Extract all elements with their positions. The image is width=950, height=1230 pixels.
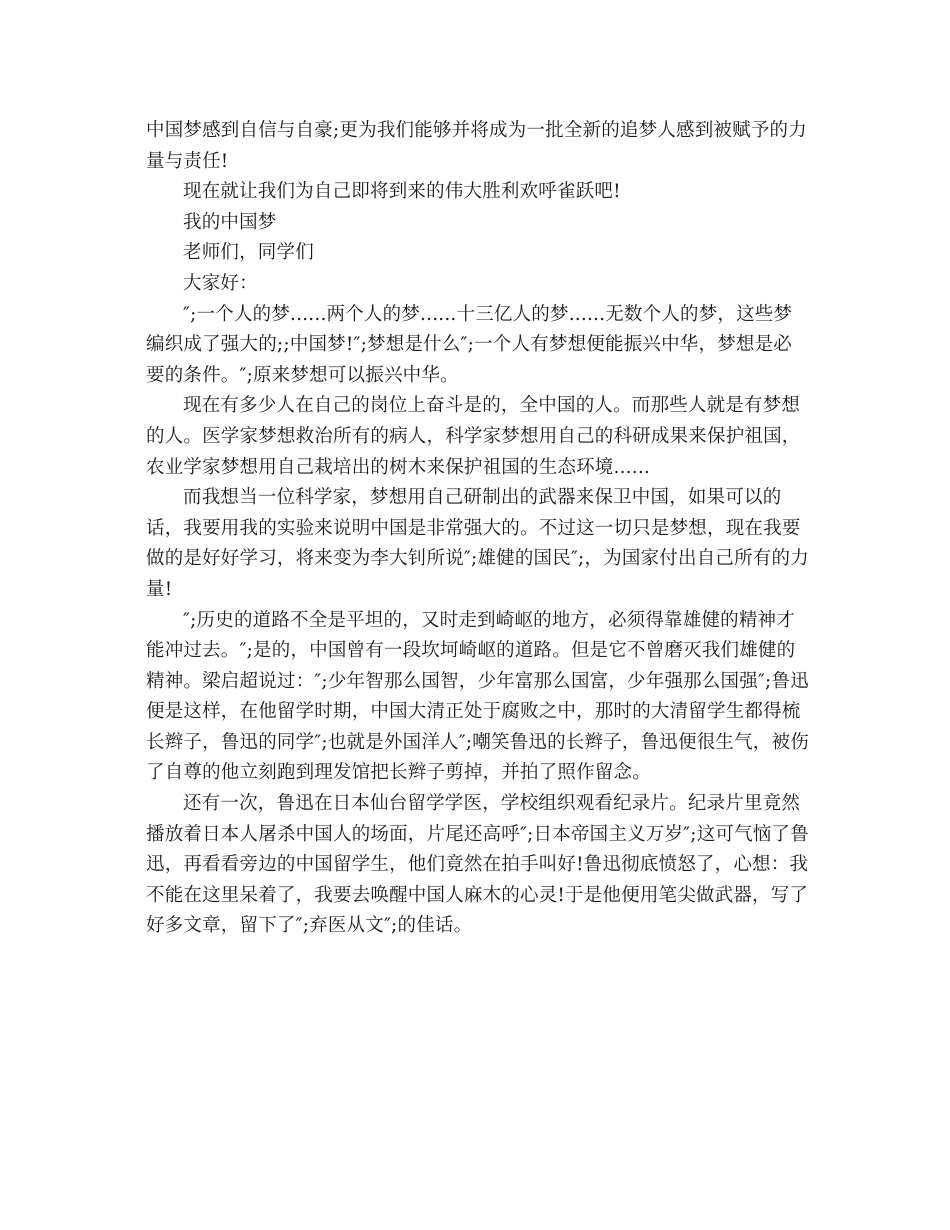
paragraph-scientist-dream: 而我想当一位科学家，梦想用自己研制出的武器来保卫中国，如果可以的话，我要用我的实验来说明中国是非常强大的。不过这一切只是梦想，现在我要做的是好好学习，将来变为李大钊所说″;雄健的国民″;，为国家付出自己所有的力量! xyxy=(146,487,809,600)
document-page xyxy=(146,116,810,942)
speech-title: 我的中国梦 xyxy=(183,211,277,233)
paragraph-2: 现在就让我们为自己即将到来的伟大胜利欢呼雀跃吧! xyxy=(183,181,621,203)
paragraph-1: 中国梦感到自信与自豪;更为我们能够并将成为一批全新的追梦人感到被赋予的力量与责任! xyxy=(146,120,807,172)
paragraph-luxun-sendai: 还有一次，鲁迅在日本仙台留学学医，学校组织观看纪录片。纪录片里竟然播放着日本人屠杀中国人的场面，片尾还高呼″;日本帝国主义万岁″;这可气恼了鲁迅，再看看旁边的中国留学生，他们竟然在拍手叫好!鲁迅彻底愤怒了，心想：我不能在这里呆着了，我要去唤醒中国人麻木的心灵!于是他便用笔尖做武器，写了好多文章，留下了″;弃医从文″;的佳话。 xyxy=(146,793,809,937)
salutation: 老师们，同学们 xyxy=(183,242,314,264)
greeting: 大家好： xyxy=(183,272,258,294)
paragraph-people-dreams: 现在有多少人在自己的岗位上奋斗是的，全中国的人。而那些人就是有梦想的人。医学家梦想救治所有的病人，科学家梦想用自己的科研成果来保护祖国，农业学家梦想用自己栽培出的树木来保护祖国的生态环境...... xyxy=(146,395,801,478)
paragraph-dream-intro: ″;一个人的梦......两个人的梦......十三亿人的梦......无数个人的梦，这些梦编织成了强大的;;中国梦!″;梦想是什么″;一个人有梦想便能振兴中华，梦想是必要的条件。″;原来梦想可以振兴中华。 xyxy=(146,303,793,386)
paragraph-history-road: ″;历史的道路不全是平坦的，又时走到崎岖的地方，必须得靠雄健的精神才能冲过去。″;是的，中国曾有一段坎坷崎岖的道路。但是它不曾磨灭我们雄健的精神。梁启超说过：″;少年智那么国智，少年富那么国富，少年强那么国强″;鲁迅便是这样，在他留学时期，中国大清正处于腐败之中，那时的大清留学生都得梳长辫子，鲁迅的同学″;也就是外国洋人″;嘲笑鲁迅的长辫子，鲁迅便很生气，被伤了自尊的他立刻跑到理发馆把长辫子剪掉，并拍了照作留念。 xyxy=(146,609,809,784)
